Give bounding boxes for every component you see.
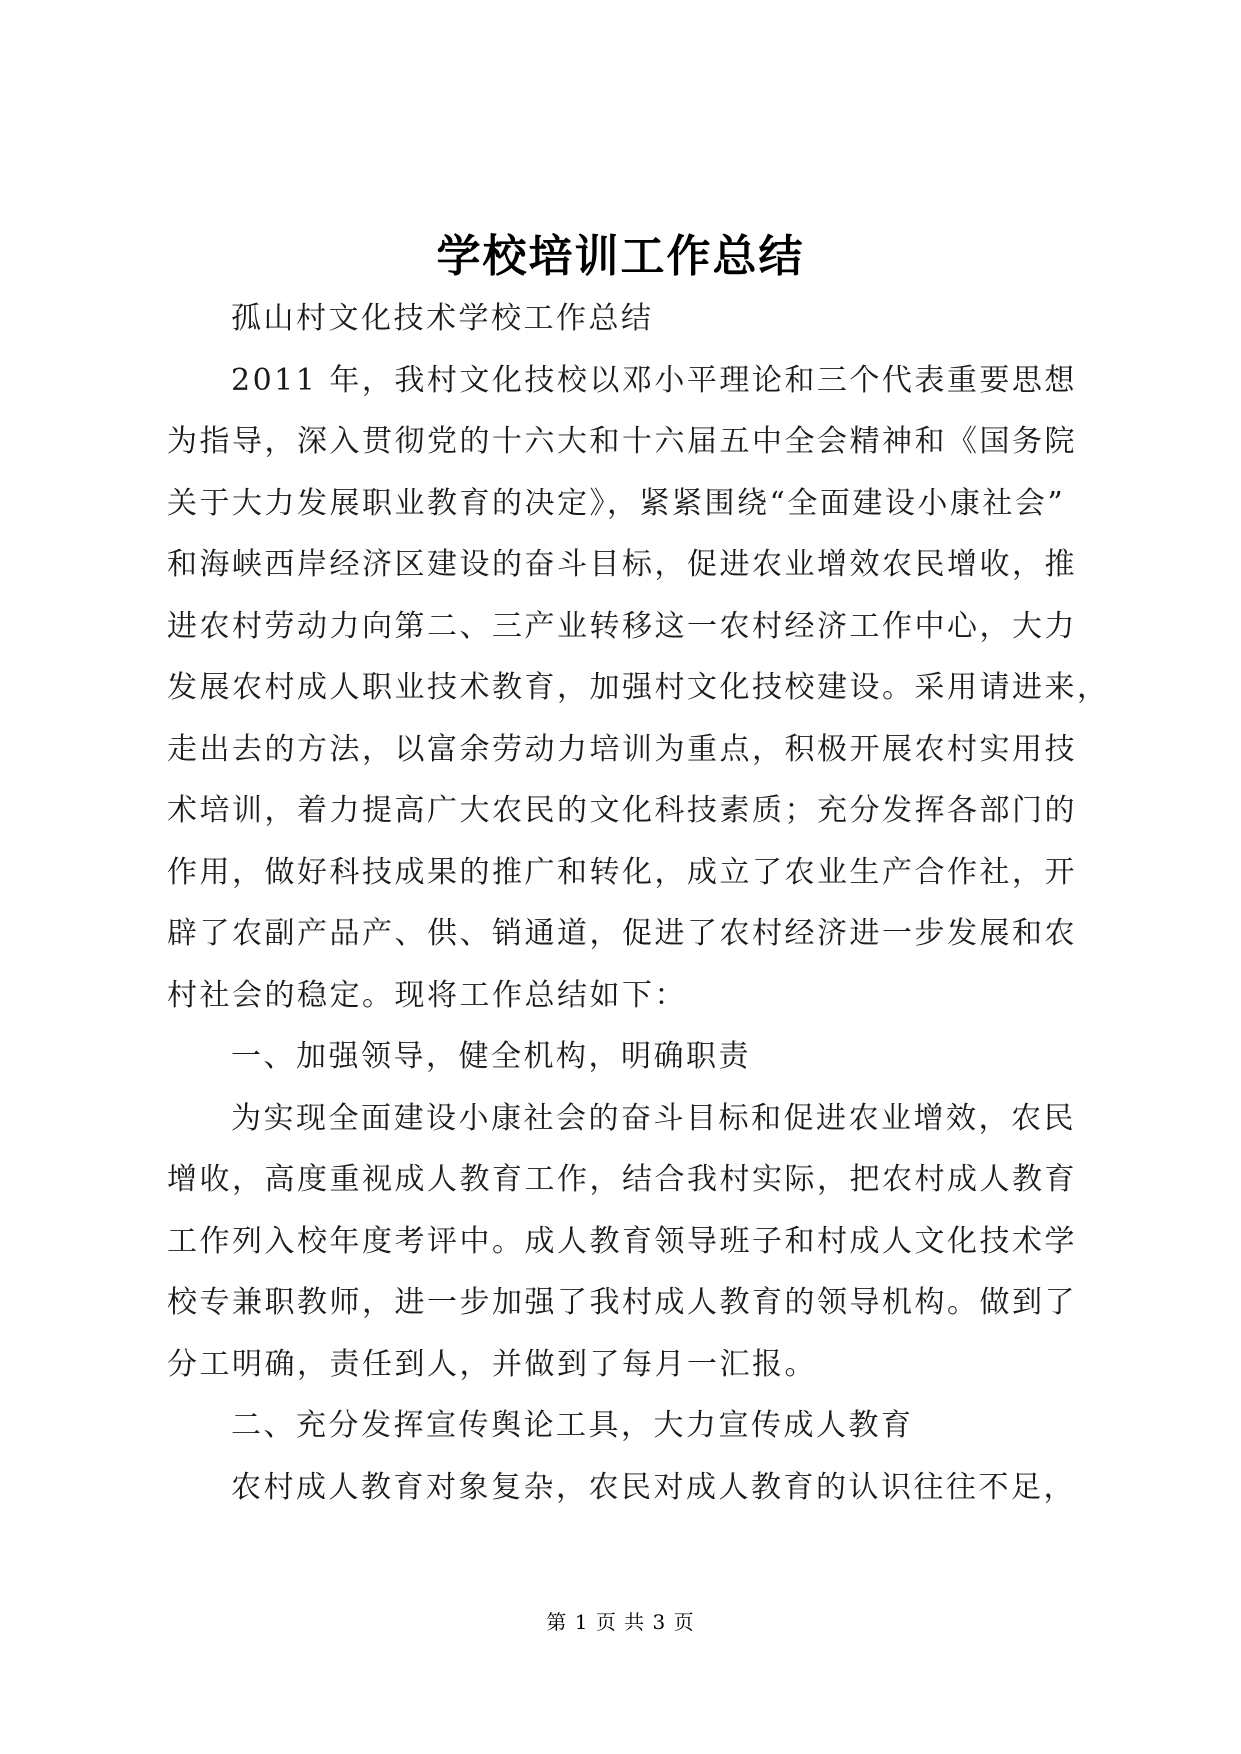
text-line: 作用，做好科技成果的推广和转化，成立了农业生产合作社，开	[167, 854, 1077, 890]
text-line: 进农村劳动力向第二、三产业转移这一农村经济工作中心，大力	[167, 608, 1077, 644]
section-heading: 二、充分发挥宣传舆论工具，大力宣传成人教育	[231, 1408, 914, 1443]
document-body	[167, 288, 1110, 1518]
text-line: 发展农村成人职业技术教育，加强村文化技校建设。采用请进来，	[167, 670, 1110, 705]
text-line: 增收，高度重视成人教育工作，结合我村实际，把农村成人教育	[167, 1162, 1077, 1197]
text-line: 孤山村文化技术学校工作总结	[231, 301, 654, 336]
page-footer: 第 1 页 共 3 页	[546, 1610, 695, 1634]
text-line: 村社会的稳定。现将工作总结如下：	[167, 977, 687, 1013]
document-title: 学校培训工作总结	[436, 231, 805, 282]
text-line: 农村成人教育对象复杂，农民对成人教育的认识往往不足，	[231, 1469, 1076, 1505]
text-line: 关于大力发展职业教育的决定》，紧紧围绕“全面建设小康社会”	[167, 485, 1066, 521]
text-line: 校专兼职教师，进一步加强了我村成人教育的领导机构。做到了	[167, 1285, 1077, 1320]
text-line: 和海峡西岸经济区建设的奋斗目标，促进农业增效农民增收，推	[167, 547, 1077, 582]
section-heading: 一、加强领导，健全机构，明确职责	[231, 1039, 751, 1074]
text-line: 术培训，着力提高广大农民的文化科技素质；充分发挥各部门的	[167, 793, 1077, 828]
text-line: 工作列入校年度考评中。成人教育领导班子和村成人文化技术学	[167, 1223, 1077, 1259]
text-line: 辟了农副产品产、供、销通道，促进了农村经济进一步发展和农	[167, 916, 1077, 951]
text-line: 为指导，深入贯彻党的十六大和十六届五中全会精神和《国务院	[167, 424, 1077, 459]
text-line: 2011 年，我村文化技校以邓小平理论和三个代表重要思想	[231, 362, 1077, 398]
text-line: 走出去的方法，以富余劳动力培训为重点，积极开展农村实用技	[167, 731, 1077, 767]
text-line: 分工明确，责任到人，并做到了每月一汇报。	[167, 1346, 817, 1382]
text-line: 为实现全面建设小康社会的奋斗目标和促进农业增效，农民	[231, 1100, 1076, 1136]
